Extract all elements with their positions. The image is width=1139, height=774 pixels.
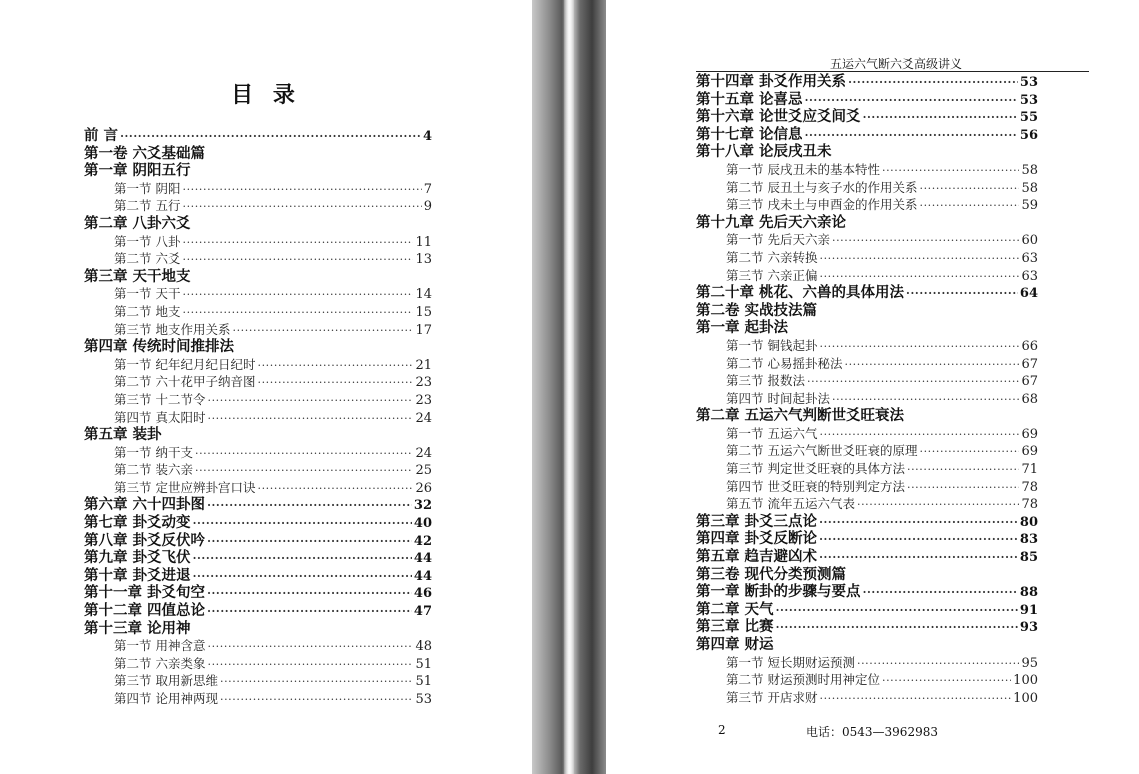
toc-heading [696, 548, 1038, 566]
toc-entry-title: 第三节 十二节令 [114, 391, 206, 407]
toc-section [84, 690, 432, 708]
toc-page-number: 42 [413, 533, 432, 549]
leader-dots [819, 530, 1018, 549]
toc-section [696, 425, 1038, 443]
toc-heading [84, 584, 432, 602]
leader-dots [182, 285, 413, 304]
toc-page-number: 67 [1021, 356, 1038, 372]
toc-page-number: 68 [1021, 391, 1038, 407]
toc-section [696, 196, 1038, 214]
toc-entry-title: 第二章 八卦六爻 [84, 214, 191, 232]
leader-dots [919, 196, 1019, 215]
toc-entry-title: 第四节 世爻旺衰的特别判定方法 [726, 478, 905, 494]
toc-page-number: 21 [415, 357, 432, 373]
toc-entry-title: 第一节 短长期财运预测 [726, 654, 855, 670]
toc-entry-title: 第十章 卦爻进退 [84, 566, 191, 584]
toc-page-number: 24 [415, 410, 432, 426]
toc-entry-title: 第十七章 论信息 [696, 125, 803, 143]
leader-dots [832, 231, 1019, 250]
toc-heading [696, 214, 1038, 232]
toc-heading [84, 338, 432, 356]
toc-page-number: 53 [1019, 75, 1038, 90]
toc-entry-title: 第四章 卦爻反断论 [696, 530, 818, 548]
toc-entry-title: 第一节 辰戌丑未的基本特性 [726, 161, 880, 177]
leader-dots [776, 618, 1018, 637]
toc-section [696, 689, 1038, 707]
leader-dots [919, 442, 1019, 461]
leader-dots [919, 179, 1019, 198]
toc-entry-title: 第七章 卦爻动变 [84, 514, 191, 532]
toc-heading [84, 496, 432, 514]
left-toc-list [84, 127, 432, 708]
toc-heading [84, 602, 432, 620]
toc-entry-title: 第一节 纪年纪月纪日纪时 [114, 356, 256, 372]
toc-page-number: 67 [1021, 374, 1038, 390]
toc-heading [84, 127, 432, 145]
toc-page-number: 40 [413, 516, 432, 532]
toc-page-number: 56 [1019, 127, 1038, 143]
toc-entry-title: 第一节 铜钱起卦 [726, 337, 818, 353]
toc-entry-title: 第二节 辰丑土与亥子水的作用关系 [726, 179, 918, 195]
toc-heading [696, 143, 1038, 161]
toc-section [84, 233, 432, 251]
leader-dots [182, 250, 413, 269]
toc-entry-title: 第四节 时间起卦法 [726, 390, 830, 406]
toc-heading [696, 108, 1038, 126]
toc-entry-title: 第三章 天干地支 [84, 267, 191, 285]
toc-page-number: 32 [413, 498, 432, 514]
toc-entry-title: 第一节 五运六气 [726, 425, 818, 441]
toc-page-number: 51 [415, 656, 432, 672]
leader-dots [207, 409, 413, 428]
toc-entry-title: 第十九章 先后天六亲论 [696, 213, 847, 231]
toc-section [84, 303, 432, 321]
toc-page-number: 88 [1019, 585, 1038, 601]
toc-entry-title: 第二节 地支 [114, 303, 181, 319]
leader-dots [193, 549, 412, 568]
toc-section [696, 390, 1038, 408]
toc-section [696, 337, 1038, 355]
toc-page-number: 59 [1021, 198, 1038, 214]
toc-entry-title: 第五章 装卦 [84, 426, 162, 444]
leader-dots [193, 514, 412, 533]
toc-page-number: 63 [1021, 250, 1038, 266]
toc-entry-title: 第二节 六亲类象 [114, 655, 206, 671]
leader-dots [819, 548, 1018, 567]
toc-entry-title: 第三节 取用新思维 [114, 673, 218, 689]
toc-page-number: 66 [1021, 338, 1038, 354]
toc-page-number: 13 [415, 252, 432, 268]
toc-heading [696, 566, 1038, 584]
toc-section [84, 444, 432, 462]
leader-dots [257, 373, 413, 392]
leader-dots [182, 197, 421, 216]
toc-entry-title: 第二节 六亲转换 [726, 249, 818, 265]
left-page [0, 0, 532, 774]
toc-heading [696, 73, 1038, 91]
leader-dots [207, 602, 412, 621]
toc-page-number: 7 [423, 181, 432, 197]
toc-page-number: 78 [1021, 479, 1038, 495]
leader-dots [819, 249, 1019, 268]
toc-page-number: 91 [1019, 602, 1038, 618]
right-page [606, 0, 1139, 774]
toc-heading [84, 549, 432, 567]
toc-entry-title: 第二章 五运六气判断世爻旺衰法 [696, 407, 905, 425]
toc-page-number: 24 [415, 445, 432, 461]
toc-section [84, 321, 432, 339]
leader-dots [882, 161, 1019, 180]
leader-dots [819, 689, 1011, 708]
toc-entry-title: 第三节 六亲正偏 [726, 267, 818, 283]
toc-section [696, 442, 1038, 460]
toc-page-number: 64 [1019, 286, 1038, 302]
toc-entry-title: 第三节 戌未土与申酉金的作用关系 [726, 197, 918, 213]
toc-heading [696, 601, 1038, 619]
toc-heading [84, 620, 432, 638]
toc-page-number: 23 [415, 375, 432, 391]
toc-page-number: 11 [415, 234, 432, 250]
toc-title: 目 录 [231, 82, 301, 108]
toc-page-number: 48 [415, 639, 432, 655]
leader-dots [207, 637, 413, 656]
leader-dots [195, 461, 413, 480]
toc-heading [696, 636, 1038, 654]
toc-entry-title: 第二卷 实战技法篇 [696, 301, 818, 319]
toc-section [84, 655, 432, 673]
toc-heading [696, 319, 1038, 337]
toc-page-number: 85 [1019, 550, 1038, 566]
leader-dots [220, 690, 413, 709]
toc-page-number: 47 [413, 604, 432, 620]
toc-heading [84, 145, 432, 163]
toc-section [84, 373, 432, 391]
toc-section [696, 249, 1038, 267]
leader-dots [857, 495, 1019, 514]
toc-entry-title: 第十二章 四值总论 [84, 602, 206, 620]
toc-page-number: 26 [415, 480, 432, 496]
toc-section [84, 637, 432, 655]
toc-entry-title: 第二节 财运预测时用神定位 [726, 672, 880, 688]
toc-entry-title: 第四节 真太阳时 [114, 409, 206, 425]
toc-page-number: 100 [1013, 690, 1038, 706]
toc-heading [696, 126, 1038, 144]
toc-entry-title: 第一卷 六爻基础篇 [84, 144, 206, 162]
toc-page-number: 4 [422, 129, 432, 144]
leader-dots [193, 567, 412, 586]
toc-page-number: 55 [1019, 110, 1038, 126]
leader-dots [805, 126, 1018, 145]
leader-dots [805, 91, 1018, 110]
toc-entry-title: 第一节 八卦 [114, 233, 181, 249]
toc-section [696, 460, 1038, 478]
leader-dots [220, 672, 413, 691]
toc-page-number: 63 [1021, 268, 1038, 284]
toc-page-number: 17 [415, 322, 432, 338]
toc-entry-title: 第一节 先后天六亲 [726, 232, 830, 248]
leader-dots [907, 478, 1019, 497]
toc-section [696, 161, 1038, 179]
toc-entry-title: 第一章 起卦法 [696, 319, 789, 337]
toc-heading [84, 426, 432, 444]
toc-entry-title: 第五节 流年五运六气表 [726, 496, 855, 512]
leader-dots [848, 73, 1018, 92]
toc-page-number: 69 [1021, 444, 1038, 460]
toc-heading [696, 618, 1038, 636]
toc-entry-title: 第一章 阴阳五行 [84, 162, 191, 180]
toc-entry-title: 第一节 纳干支 [114, 444, 193, 460]
toc-entry-title: 前 言 [84, 127, 119, 144]
toc-entry-title: 第三节 定世应辨卦宫口诀 [114, 479, 256, 495]
toc-entry-title: 第十三章 论用神 [84, 619, 191, 637]
toc-entry-title: 第二节 五行 [114, 198, 181, 214]
toc-page-number: 53 [1019, 92, 1038, 108]
leader-dots [207, 496, 412, 515]
leader-dots [207, 655, 413, 674]
toc-page-number: 83 [1019, 532, 1038, 548]
toc-entry-title: 第三节 判定世爻旺衰的具体方法 [726, 461, 905, 477]
toc-heading [84, 215, 432, 233]
toc-entry-title: 第十八章 论辰戌丑未 [696, 143, 832, 161]
toc-entry-title: 第二十章 桃花、六兽的具体用法 [696, 284, 905, 302]
toc-entry-title: 第三节 报数法 [726, 373, 805, 389]
running-header: 五运六气断六爻高级讲义 [829, 57, 962, 71]
toc-heading [84, 567, 432, 585]
toc-section [696, 179, 1038, 197]
toc-entry-title: 第四章 传统时间推排法 [84, 338, 235, 356]
toc-entry-title: 第二节 装六亲 [114, 462, 193, 478]
toc-heading [696, 302, 1038, 320]
toc-section [84, 409, 432, 427]
toc-entry-title: 第一节 阴阳 [114, 180, 181, 196]
toc-entry-title: 第二节 六爻 [114, 251, 181, 267]
toc-entry-title: 第十一章 卦爻旬空 [84, 584, 206, 602]
toc-heading [696, 407, 1038, 425]
toc-section [84, 250, 432, 268]
toc-page-number: 25 [415, 463, 432, 479]
toc-page-number: 46 [413, 586, 432, 602]
leader-dots [819, 425, 1019, 444]
leader-dots [882, 671, 1011, 690]
toc-heading [696, 513, 1038, 531]
toc-entry-title: 第六章 六十四卦图 [84, 496, 206, 514]
toc-section [696, 372, 1038, 390]
toc-page-number: 23 [415, 392, 432, 408]
toc-section [696, 267, 1038, 285]
toc-heading [84, 532, 432, 550]
leader-dots [232, 321, 413, 340]
leader-dots [182, 233, 413, 252]
toc-page-number: 44 [413, 568, 432, 584]
footer-phone: 电话：0543—3962983 [806, 725, 938, 739]
toc-entry-title: 第九章 卦爻飞伏 [84, 549, 191, 567]
book-spine [532, 0, 606, 774]
toc-entry-title: 第十五章 论喜忌 [696, 90, 803, 108]
toc-page-number: 100 [1013, 673, 1038, 689]
toc-entry-title: 第八章 卦爻反伏吟 [84, 531, 206, 549]
leader-dots [863, 108, 1018, 127]
page-number: 2 [718, 723, 726, 737]
toc-heading [84, 514, 432, 532]
toc-section [84, 285, 432, 303]
toc-section [696, 231, 1038, 249]
leader-dots [207, 584, 412, 603]
leader-dots [257, 479, 413, 498]
toc-section [84, 356, 432, 374]
toc-section [84, 672, 432, 690]
toc-entry-title: 第五章 趋吉避凶术 [696, 548, 818, 566]
leader-dots [907, 460, 1019, 479]
header-rule [696, 71, 1089, 72]
toc-page-number: 93 [1019, 620, 1038, 636]
leader-dots [863, 583, 1018, 602]
toc-section [84, 461, 432, 479]
leader-dots [819, 513, 1018, 532]
leader-dots [819, 337, 1019, 356]
leader-dots [819, 267, 1019, 286]
toc-page-number: 95 [1021, 655, 1038, 671]
toc-heading [696, 530, 1038, 548]
toc-heading [84, 162, 432, 180]
leader-dots [776, 601, 1018, 620]
toc-entry-title: 第三章 卦爻三点论 [696, 512, 818, 530]
toc-entry-title: 第一章 断卦的步骤与要点 [696, 583, 861, 601]
toc-entry-title: 第二章 天气 [696, 600, 774, 618]
toc-page-number: 71 [1021, 462, 1038, 478]
toc-section [696, 671, 1038, 689]
toc-entry-title: 第四节 论用神两现 [114, 691, 218, 706]
toc-entry-title: 第十四章 卦爻作用关系 [696, 73, 847, 90]
toc-page-number: 51 [415, 674, 432, 690]
toc-entry-title: 第一节 天干 [114, 286, 181, 302]
toc-section [84, 180, 432, 198]
toc-entry-title: 第三节 开店求财 [726, 689, 818, 705]
leader-dots [182, 180, 421, 199]
toc-entry-title: 第二节 六十花甲子纳音图 [114, 374, 256, 390]
leader-dots [207, 391, 413, 410]
leader-dots [857, 654, 1019, 673]
leader-dots [182, 303, 413, 322]
toc-entry-title: 第四章 财运 [696, 636, 774, 653]
toc-heading [696, 583, 1038, 601]
toc-section [696, 495, 1038, 513]
toc-entry-title: 第三卷 现代分类预测篇 [696, 565, 847, 583]
toc-page-number: 60 [1021, 233, 1038, 249]
toc-entry-title: 第二节 五运六气断世爻旺衰的原理 [726, 443, 918, 459]
leader-dots [807, 372, 1019, 391]
toc-section [696, 478, 1038, 496]
toc-heading [696, 284, 1038, 302]
toc-section [84, 391, 432, 409]
toc-section [696, 654, 1038, 672]
toc-page-number: 53 [415, 692, 432, 707]
toc-entry-title: 第十六章 论世爻应爻间爻 [696, 108, 861, 126]
toc-page-number: 9 [423, 199, 432, 215]
leader-dots [207, 532, 412, 551]
toc-page-number: 58 [1021, 162, 1038, 178]
leader-dots [120, 127, 421, 146]
toc-page-number: 58 [1021, 180, 1038, 196]
toc-page-number: 80 [1019, 514, 1038, 530]
leader-dots [257, 356, 413, 375]
leader-dots [832, 390, 1019, 409]
toc-entry-title: 第二节 心易摇卦秘法 [726, 355, 843, 371]
right-toc-list [696, 73, 1038, 706]
leader-dots [195, 444, 413, 463]
leader-dots [906, 284, 1018, 303]
toc-section [696, 355, 1038, 373]
toc-page-number: 69 [1021, 426, 1038, 442]
toc-entry-title: 第三节 地支作用关系 [114, 321, 231, 337]
leader-dots [844, 355, 1019, 374]
toc-page-number: 14 [415, 287, 432, 303]
toc-page-number: 78 [1021, 497, 1038, 513]
toc-heading [84, 268, 432, 286]
toc-page-number: 15 [415, 304, 432, 320]
toc-page-number: 44 [413, 551, 432, 567]
toc-heading [696, 91, 1038, 109]
toc-section [84, 197, 432, 215]
toc-entry-title: 第三章 比赛 [696, 618, 774, 636]
toc-section [84, 479, 432, 497]
toc-entry-title: 第一节 用神含意 [114, 638, 206, 654]
